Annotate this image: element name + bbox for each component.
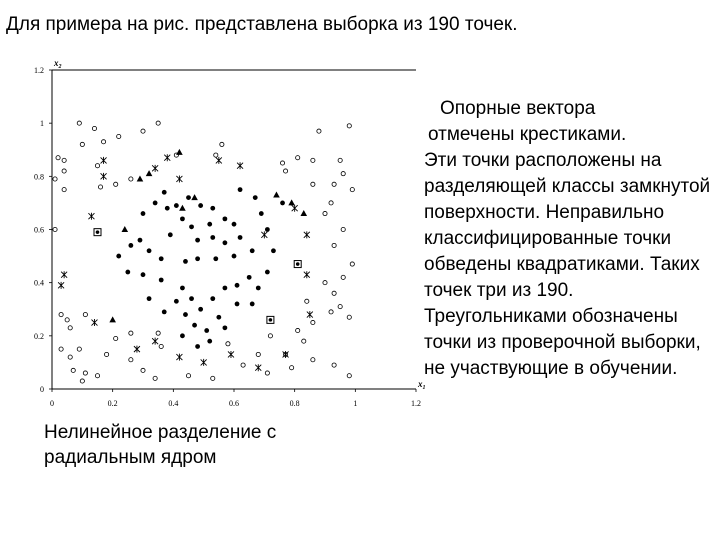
x-axis-label: $x_1$ [418,379,426,391]
misclassified-point [269,318,273,322]
open-circle-point [62,158,66,162]
open-circle-point [350,188,354,192]
test-triangle-point [191,194,198,200]
open-circle-point [323,211,327,215]
open-circle-point [141,129,145,133]
support-vector-point [292,205,298,212]
figure-caption [44,420,276,470]
filled-circle-point [138,238,143,243]
filled-circle-point [147,296,152,301]
open-circle-point [62,188,66,192]
open-circle-point [101,140,105,144]
x-tick-label: 0.4 [168,399,179,408]
filled-circle-point [213,256,218,261]
support-vector-point [201,359,207,366]
filled-circle-point [141,211,146,216]
filled-circle-point [180,286,185,291]
open-circle-point [71,368,75,372]
open-circle-point [296,156,300,160]
filled-circle-point [271,248,276,253]
filled-circle-point [210,296,215,301]
misclassified-point [296,262,300,266]
open-circle-point [65,318,69,322]
open-circle-point [220,142,224,146]
support-vector-point [152,338,158,345]
support-vector-point [304,231,310,238]
filled-circle-point [180,216,185,221]
open-circle-point [283,169,287,173]
filled-circle-point [198,307,203,312]
open-circle-point [329,201,333,205]
test-triangle-point [273,191,280,197]
filled-circle-point [259,211,264,216]
open-circle-point [350,262,354,266]
misclassified-point [96,230,100,234]
support-vector-point [176,354,182,361]
filled-circle-point [125,270,130,275]
x-tick-label: 0.2 [107,399,118,408]
support-vector-point [307,311,313,318]
open-circle-point [153,376,157,380]
filled-circle-point [168,232,173,237]
open-circle-point [56,156,60,160]
filled-circle-point [235,302,240,307]
filled-circle-point [128,243,133,248]
open-circle-point [83,371,87,375]
filled-circle-point [250,302,255,307]
caption-line-1: Нелинейное разделение с [44,422,277,443]
open-circle-point [77,347,81,351]
filled-circle-point [174,203,179,208]
filled-circle-point [195,344,200,349]
open-circle-point [53,177,57,181]
support-vector-point [261,231,267,238]
filled-circle-point [265,270,270,275]
support-vector-point [237,162,243,169]
caption-line-2: радиальным ядром [44,447,217,468]
filled-circle-point [195,256,200,261]
open-circle-point [268,334,272,338]
open-circle-point [317,129,321,133]
filled-circle-point [250,248,255,253]
support-vector-point [304,271,310,278]
open-circle-point [338,304,342,308]
side-line-1: Опорные вектора [440,98,596,119]
test-triangle-point [146,170,153,176]
filled-circle-point [204,328,209,333]
open-circle-point [129,358,133,362]
x-tick-label: 1.2 [411,399,421,408]
filled-circle-point [180,333,185,338]
open-circle-point [323,281,327,285]
y-tick-label: 0.6 [34,225,44,235]
filled-circle-point [207,339,212,344]
test-triangle-point [176,149,183,155]
y-tick-label: 0.2 [34,331,44,341]
open-circle-point [214,153,218,157]
open-circle-point [68,355,72,359]
support-vector-point [101,157,107,164]
filled-circle-point [165,206,170,211]
open-circle-point [338,158,342,162]
open-circle-point [347,124,351,128]
filled-circle-point [210,206,215,211]
open-circle-point [341,275,345,279]
open-circle-point [117,134,121,138]
open-circle-point [311,158,315,162]
support-vector-point [216,157,222,164]
open-circle-point [129,331,133,335]
open-circle-point [186,374,190,378]
open-circle-point [92,126,96,130]
x-tick-label: 0 [50,399,54,408]
open-circle-point [296,328,300,332]
open-circle-point [347,374,351,378]
test-triangle-point [179,205,186,211]
open-circle-point [341,172,345,176]
filled-circle-point [159,256,164,261]
filled-circle-point [186,195,191,200]
filled-circle-point [253,195,258,200]
open-circle-point [332,363,336,367]
x-tick-label: 0.8 [289,399,300,408]
open-circle-point [95,374,99,378]
filled-circle-point [162,190,167,195]
open-circle-point [83,312,87,316]
support-vector-point [228,351,234,358]
filled-circle-point [280,201,285,206]
support-vector-point [88,213,94,220]
open-circle-point [105,352,109,356]
filled-circle-point [223,216,228,221]
open-circle-point [332,182,336,186]
support-vector-point [255,364,261,371]
open-circle-point [332,291,336,295]
open-circle-point [311,182,315,186]
filled-circle-point [189,224,194,229]
filled-circle-point [162,310,167,315]
filled-circle-point [183,312,188,317]
open-circle-point [114,182,118,186]
filled-circle-point [183,259,188,264]
y-tick-label: 0.8 [34,172,44,182]
side-paragraph: Эти точки расположены на разделяющей классы замкнутой поверхности. Неправильно классифицированные точки обведены квадратиками. Таких точек три из 190. Треугольниками обозначены точки из проверочной выборки, не участвующие в обучении. [424,150,711,379]
x-tick-label: 1 [353,399,358,408]
open-circle-point [311,320,315,324]
support-vector-point [176,175,182,182]
filled-circle-point [232,254,237,259]
open-circle-point [129,177,133,181]
y-axis-label: $x_2$ [54,58,62,70]
filled-circle-point [265,227,270,232]
test-triangle-point [122,226,129,232]
open-circle-point [59,312,63,316]
open-circle-point [290,366,294,370]
side-line-2: отмечены крестиками. [428,124,627,145]
open-circle-point [341,227,345,231]
open-circle-point [332,243,336,247]
y-tick-label: 0 [40,385,44,394]
open-circle-point [77,121,81,125]
support-vector-point [134,346,140,353]
test-triangle-point [300,210,307,216]
filled-circle-point [116,254,121,259]
slide-title: Для примера на рис. представлена выборка из 190 точек. [6,14,518,35]
open-circle-point [159,344,163,348]
filled-circle-point [223,286,228,291]
filled-circle-point [198,203,203,208]
filled-circle-point [159,278,164,283]
support-vector-point [61,271,67,278]
support-vector-point [152,165,158,172]
test-triangle-point [137,175,144,181]
filled-circle-point [147,248,152,253]
filled-circle-point [223,325,228,330]
filled-circle-point [189,296,194,301]
filled-circle-point [232,222,237,227]
open-circle-point [141,368,145,372]
support-vector-point [164,154,170,161]
filled-circle-point [256,286,261,291]
open-circle-point [80,379,84,383]
open-circle-point [156,331,160,335]
open-circle-point [80,142,84,146]
filled-circle-point [247,275,252,280]
filled-circle-point [153,201,158,206]
test-triangle-point [109,316,116,322]
filled-circle-point [141,272,146,277]
open-circle-point [59,347,63,351]
test-triangle-point [288,199,295,205]
support-vector-point [91,319,97,326]
x-tick-label: 0.6 [229,399,239,408]
open-circle-point [53,227,57,231]
filled-circle-point [235,283,240,288]
open-circle-point [226,342,230,346]
filled-circle-point [192,323,197,328]
filled-circle-point [174,299,179,304]
open-circle-point [156,121,160,125]
y-tick-label: 1 [40,119,44,129]
open-circle-point [211,376,215,380]
open-circle-point [265,371,269,375]
filled-circle-point [195,238,200,243]
filled-circle-point [223,240,228,245]
open-circle-point [347,315,351,319]
y-tick-label: 1.2 [34,66,44,75]
open-circle-point [329,310,333,314]
open-circle-point [311,358,315,362]
open-circle-point [305,299,309,303]
open-circle-point [98,185,102,189]
open-circle-point [241,363,245,367]
open-circle-point [280,161,284,165]
filled-circle-point [210,235,215,240]
filled-circle-point [238,187,243,192]
support-vector-point [101,173,107,180]
open-circle-point [68,326,72,330]
open-circle-point [256,352,260,356]
side-description [424,96,714,382]
filled-circle-point [238,235,243,240]
filled-circle-point [207,222,212,227]
filled-circle-point [216,315,221,320]
open-circle-point [95,164,99,168]
support-vector-point [58,282,64,289]
open-circle-point [114,336,118,340]
y-tick-label: 0.4 [34,278,44,288]
open-circle-point [62,169,66,173]
open-circle-point [302,339,306,343]
